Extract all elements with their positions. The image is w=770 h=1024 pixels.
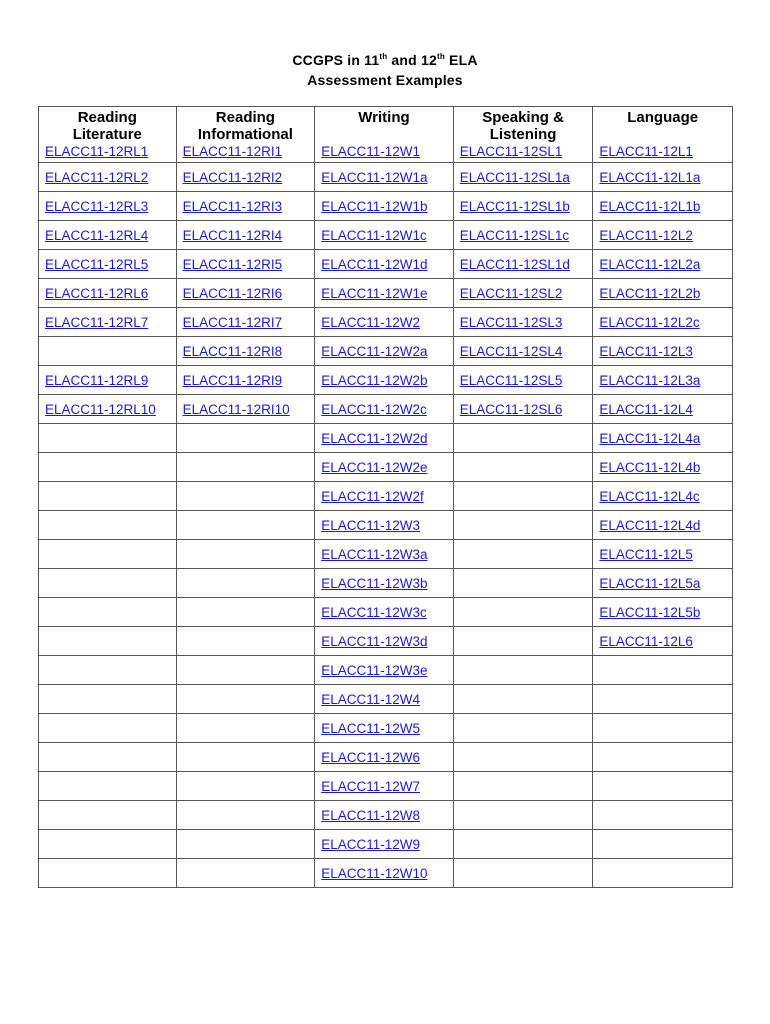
table-cell — [453, 192, 593, 221]
table-cell — [315, 163, 454, 192]
standard-link[interactable]: ELACC11-12W1e — [321, 285, 428, 301]
table-cell — [453, 830, 593, 859]
table-cell — [453, 743, 593, 772]
table-cell — [176, 743, 315, 772]
table-cell — [176, 540, 315, 569]
table-cell — [453, 453, 593, 482]
table-cell — [39, 830, 177, 859]
table-cell — [176, 366, 315, 395]
table-cell — [593, 337, 733, 366]
standard-link[interactable]: ELACC11-12L5 — [599, 546, 693, 562]
table-cell — [176, 221, 315, 250]
column-header-label: Listening — [489, 126, 557, 143]
table-cell — [39, 569, 177, 598]
column-header-label: Reading — [215, 109, 275, 126]
table-cell — [453, 163, 593, 192]
header-row — [39, 107, 733, 163]
table-row — [39, 859, 733, 888]
standard-link[interactable]: ELACC11-12RI6 — [182, 285, 283, 301]
table-cell — [593, 830, 733, 859]
column-header — [176, 107, 315, 163]
standard-link[interactable]: ELACC11-12RL2 — [45, 169, 149, 185]
table-cell — [315, 424, 454, 453]
table-row — [39, 337, 733, 366]
standard-link[interactable]: ELACC11-12W2b — [321, 372, 428, 388]
standard-link[interactable]: ELACC11-12RL1 — [45, 144, 149, 159]
table-cell — [39, 453, 177, 482]
standard-link[interactable]: ELACC11-12L5a — [599, 575, 701, 591]
table-cell — [593, 801, 733, 830]
table-cell — [593, 772, 733, 801]
standard-link[interactable]: ELACC11-12W2c — [321, 401, 427, 417]
table-cell — [176, 656, 315, 685]
title-superscript: th — [436, 52, 445, 61]
standard-link[interactable]: ELACC11-12SL1d — [459, 256, 570, 272]
standard-link[interactable]: ELACC11-12RI5 — [182, 256, 283, 272]
table-cell — [315, 598, 454, 627]
table-cell — [39, 424, 177, 453]
table-cell — [453, 656, 593, 685]
table-cell — [593, 540, 733, 569]
standard-link[interactable]: ELACC11-12SL4 — [459, 343, 563, 359]
table-cell — [453, 424, 593, 453]
column-header — [593, 107, 733, 163]
table-cell — [453, 482, 593, 511]
standard-link[interactable]: ELACC11-12W2a — [321, 343, 428, 359]
standard-link[interactable]: ELACC11-12RL7 — [45, 314, 149, 330]
table-cell — [453, 221, 593, 250]
standard-link[interactable]: ELACC11-12W6 — [321, 749, 420, 765]
column-header-label: Speaking & — [482, 109, 564, 126]
table-cell — [315, 482, 454, 511]
table-cell — [453, 366, 593, 395]
table-cell — [315, 279, 454, 308]
standard-link[interactable]: ELACC11-12L4d — [599, 517, 701, 533]
standard-link[interactable]: ELACC11-12W2f — [321, 488, 424, 504]
table-cell — [39, 685, 177, 714]
standard-link[interactable]: ELACC11-12L1b — [599, 198, 701, 214]
standard-link[interactable]: ELACC11-12W2d — [321, 430, 428, 446]
table-row — [39, 511, 733, 540]
table-row — [39, 772, 733, 801]
standard-link[interactable]: ELACC11-12L6 — [599, 633, 693, 649]
table-cell — [593, 598, 733, 627]
table-cell — [453, 279, 593, 308]
table-cell — [315, 743, 454, 772]
table-cell — [39, 221, 177, 250]
table-cell — [176, 511, 315, 540]
title-superscript: th — [379, 52, 388, 61]
table-cell — [315, 830, 454, 859]
standard-link[interactable]: ELACC11-12W2e — [321, 459, 428, 475]
standard-link[interactable]: ELACC11-12RI4 — [182, 227, 283, 243]
table-cell — [315, 337, 454, 366]
table-cell — [176, 308, 315, 337]
table-cell — [39, 772, 177, 801]
table-cell — [39, 163, 177, 192]
standard-link[interactable]: ELACC11-12SL3 — [459, 314, 563, 330]
table-cell — [453, 308, 593, 337]
table-cell — [39, 308, 177, 337]
standard-link[interactable]: ELACC11-12RL10 — [45, 401, 156, 417]
table-cell — [176, 163, 315, 192]
table-row — [39, 163, 733, 192]
table-cell — [593, 511, 733, 540]
standard-link[interactable]: ELACC11-12RL6 — [45, 285, 149, 301]
table-cell — [593, 192, 733, 221]
standard-link[interactable]: ELACC11-12L4 — [599, 401, 693, 417]
standard-link[interactable]: ELACC11-12SL1b — [459, 198, 570, 214]
table-cell — [453, 714, 593, 743]
table-cell — [593, 743, 733, 772]
table-cell — [453, 540, 593, 569]
table-cell — [315, 308, 454, 337]
table-cell — [176, 714, 315, 743]
table-cell — [593, 714, 733, 743]
standard-link[interactable]: ELACC11-12SL1 — [459, 144, 563, 159]
table-cell — [176, 424, 315, 453]
table-cell — [39, 598, 177, 627]
table-cell — [39, 714, 177, 743]
table-cell — [453, 598, 593, 627]
standard-link[interactable]: ELACC11-12RL9 — [45, 372, 149, 388]
standard-link[interactable]: ELACC11-12W3 — [321, 517, 420, 533]
standard-link[interactable]: ELACC11-12L3a — [599, 372, 701, 388]
table-cell — [176, 685, 315, 714]
table-cell — [315, 772, 454, 801]
table-cell — [176, 569, 315, 598]
table-cell — [39, 859, 177, 888]
table-row — [39, 279, 733, 308]
title-text: ELA — [444, 52, 478, 68]
title-line-1 — [0, 50, 770, 70]
table-cell — [39, 511, 177, 540]
standard-link[interactable]: ELACC11-12SL5 — [459, 372, 563, 388]
standard-link[interactable]: ELACC11-12L2c — [599, 314, 700, 330]
table-cell — [593, 656, 733, 685]
standard-link[interactable]: ELACC11-12W8 — [321, 807, 420, 823]
table-cell — [39, 801, 177, 830]
table-row — [39, 801, 733, 830]
table-cell — [315, 366, 454, 395]
standard-link[interactable]: ELACC11-12SL2 — [459, 285, 563, 301]
table-row — [39, 685, 733, 714]
table-cell — [39, 395, 177, 424]
table-row — [39, 395, 733, 424]
table-cell — [39, 482, 177, 511]
table-cell — [315, 221, 454, 250]
standard-link[interactable]: ELACC11-12W5 — [321, 720, 420, 736]
table-row — [39, 569, 733, 598]
table-cell — [315, 250, 454, 279]
table-cell — [453, 511, 593, 540]
table-cell — [39, 366, 177, 395]
standard-link[interactable]: ELACC11-12W7 — [321, 778, 420, 794]
standard-link[interactable]: ELACC11-12SL6 — [459, 401, 563, 417]
table-cell — [593, 424, 733, 453]
column-header-label: Language — [627, 109, 699, 126]
table-cell — [176, 801, 315, 830]
table-row — [39, 540, 733, 569]
table-cell — [39, 627, 177, 656]
table-cell — [593, 308, 733, 337]
table-cell — [593, 685, 733, 714]
standard-link[interactable]: ELACC11-12W2 — [321, 314, 420, 330]
table-cell — [593, 250, 733, 279]
table-cell — [593, 453, 733, 482]
table-cell — [176, 859, 315, 888]
table-cell — [176, 830, 315, 859]
standards-table — [38, 106, 733, 888]
standard-link[interactable]: ELACC11-12L2b — [599, 285, 701, 301]
table-cell — [315, 395, 454, 424]
standard-link[interactable]: ELACC11-12W4 — [321, 691, 420, 707]
table-row — [39, 424, 733, 453]
table-cell — [39, 743, 177, 772]
table-cell — [593, 366, 733, 395]
column-header-label: Writing — [358, 109, 410, 126]
table-cell — [315, 714, 454, 743]
table-cell — [453, 250, 593, 279]
table-cell — [315, 656, 454, 685]
standard-link[interactable]: ELACC11-12W10 — [321, 865, 428, 881]
column-header-label: Reading — [77, 109, 137, 126]
table-cell — [593, 482, 733, 511]
table-cell — [176, 453, 315, 482]
standard-link[interactable]: ELACC11-12RI2 — [182, 169, 283, 185]
standard-link[interactable]: ELACC11-12L2a — [599, 256, 701, 272]
standard-link[interactable]: ELACC11-12RL5 — [45, 256, 149, 272]
table-cell — [315, 511, 454, 540]
table-cell — [453, 859, 593, 888]
table-cell — [593, 163, 733, 192]
standard-link[interactable]: ELACC11-12W1d — [321, 256, 428, 272]
table-cell — [453, 772, 593, 801]
table-cell — [315, 627, 454, 656]
table-cell — [176, 482, 315, 511]
table-cell — [315, 859, 454, 888]
table-cell — [176, 250, 315, 279]
standard-link[interactable]: ELACC11-12L4c — [599, 488, 700, 504]
table-cell — [315, 569, 454, 598]
column-header — [315, 107, 454, 163]
table-cell — [176, 627, 315, 656]
column-header-label: Informational — [197, 126, 293, 143]
standard-link[interactable]: ELACC11-12SL1c — [459, 227, 570, 243]
table-cell — [593, 569, 733, 598]
standard-link[interactable]: ELACC11-12W1b — [321, 198, 428, 214]
table-cell — [176, 598, 315, 627]
table-cell — [315, 685, 454, 714]
table-cell — [176, 279, 315, 308]
standard-link[interactable]: ELACC11-12L1 — [599, 144, 693, 159]
standard-link[interactable]: ELACC11-12L4a — [599, 430, 701, 446]
table-cell — [453, 395, 593, 424]
table-row — [39, 453, 733, 482]
standard-link[interactable]: ELACC11-12RI8 — [182, 343, 283, 359]
table-row — [39, 656, 733, 685]
standard-link[interactable]: ELACC11-12L3 — [599, 343, 693, 359]
title-text: and 12 — [387, 52, 437, 68]
standard-link[interactable]: ELACC11-12RI7 — [182, 314, 283, 330]
table-cell — [39, 540, 177, 569]
table-row — [39, 221, 733, 250]
table-row — [39, 192, 733, 221]
column-header — [39, 107, 177, 163]
document-title — [0, 50, 770, 90]
table-cell — [39, 192, 177, 221]
standard-link[interactable]: ELACC11-12W9 — [321, 836, 420, 852]
standard-link[interactable]: ELACC11-12SL1a — [459, 169, 570, 185]
table-cell — [593, 627, 733, 656]
title-line-2: Assessment Examples — [307, 72, 463, 88]
table-cell — [453, 569, 593, 598]
table-cell — [453, 685, 593, 714]
standard-link[interactable]: ELACC11-12W1 — [321, 144, 420, 159]
standard-link[interactable]: ELACC11-12RI3 — [182, 198, 283, 214]
standard-link[interactable]: ELACC11-12RI9 — [182, 372, 283, 388]
table-row — [39, 743, 733, 772]
table-cell — [315, 540, 454, 569]
standard-link[interactable]: ELACC11-12W1a — [321, 169, 428, 185]
table-cell — [176, 395, 315, 424]
table-cell — [453, 627, 593, 656]
standard-link[interactable]: ELACC11-12RI10 — [182, 401, 290, 417]
standard-link[interactable]: ELACC11-12L2 — [599, 227, 693, 243]
standard-link[interactable]: ELACC11-12W3d — [321, 633, 428, 649]
standard-link[interactable]: ELACC11-12L5b — [599, 604, 701, 620]
table-row — [39, 308, 733, 337]
table-cell — [39, 656, 177, 685]
column-header — [453, 107, 593, 163]
standard-link[interactable]: ELACC11-12L4b — [599, 459, 701, 475]
table-row — [39, 250, 733, 279]
table-cell — [315, 801, 454, 830]
table-cell — [315, 453, 454, 482]
table-cell — [453, 801, 593, 830]
table-row — [39, 830, 733, 859]
table-row — [39, 482, 733, 511]
table-row — [39, 598, 733, 627]
column-header-label: Literature — [72, 126, 142, 143]
table-cell — [176, 772, 315, 801]
title-text: CCGPS in 11 — [292, 52, 380, 68]
table-cell — [593, 395, 733, 424]
table-cell — [593, 279, 733, 308]
standard-link[interactable]: ELACC11-12RL3 — [45, 198, 149, 214]
table-row — [39, 366, 733, 395]
table-cell — [453, 337, 593, 366]
table-cell — [315, 192, 454, 221]
table-cell — [176, 192, 315, 221]
table-cell — [593, 221, 733, 250]
standard-link[interactable]: ELACC11-12L1a — [599, 169, 701, 185]
standard-link[interactable]: ELACC11-12W3a — [321, 546, 428, 562]
standard-link[interactable]: ELACC11-12RL4 — [45, 227, 149, 243]
table-cell — [176, 337, 315, 366]
table-row — [39, 627, 733, 656]
standard-link[interactable]: ELACC11-12W3b — [321, 575, 428, 591]
standard-link[interactable]: ELACC11-12W1c — [321, 227, 427, 243]
table-body — [39, 163, 733, 888]
table-row — [39, 714, 733, 743]
standard-link[interactable]: ELACC11-12W3c — [321, 604, 427, 620]
standard-link[interactable]: ELACC11-12W3e — [321, 662, 428, 678]
table-cell — [39, 279, 177, 308]
table-cell — [593, 859, 733, 888]
standard-link[interactable]: ELACC11-12RI1 — [182, 144, 283, 159]
table-cell — [39, 337, 177, 366]
table-cell — [39, 250, 177, 279]
